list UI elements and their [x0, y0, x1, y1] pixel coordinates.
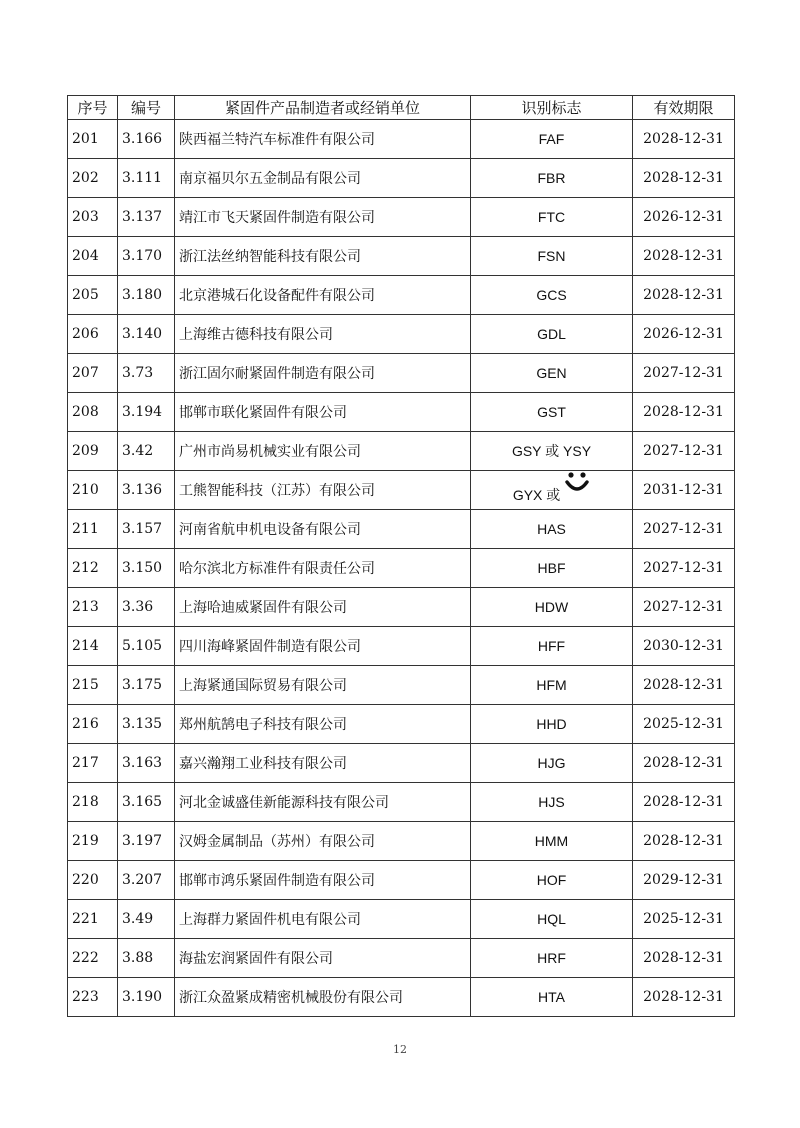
header-mark: 识别标志 — [471, 96, 633, 120]
row-mark-text: HJS — [538, 794, 565, 810]
row-code — [118, 666, 175, 705]
table-row — [68, 276, 735, 315]
row-validity — [633, 744, 735, 783]
table-row — [68, 861, 735, 900]
row-code — [118, 783, 175, 822]
row-mark-text: HTA — [538, 989, 565, 1005]
row-validity — [633, 549, 735, 588]
row-mark — [471, 861, 633, 900]
row-code-text: 3.170 — [122, 248, 163, 264]
header-row — [68, 96, 735, 120]
row-mark-text: GSY 或 YSY — [511, 443, 592, 459]
row-mark-text: HAS — [537, 521, 566, 537]
row-mark-text: GCS — [536, 287, 567, 303]
row-company-text: 邯郸市联化紧固件有限公司 — [179, 405, 347, 421]
row-code-text: 3.197 — [122, 833, 163, 849]
row-company-text: 上海维古德科技有限公司 — [179, 327, 333, 343]
fastener-table — [67, 95, 735, 1017]
row-validity — [633, 471, 735, 510]
table-row — [68, 588, 735, 627]
row-company — [175, 978, 471, 1017]
row-code-text: 3.157 — [122, 521, 163, 537]
row-validity — [633, 432, 735, 471]
smiley-logo-icon — [564, 471, 590, 497]
row-validity — [633, 120, 735, 159]
row-mark-text: FBR — [537, 170, 566, 186]
row-seq-text: 203 — [72, 209, 99, 225]
row-seq — [68, 549, 118, 588]
row-company — [175, 588, 471, 627]
row-validity-text: 2028-12-31 — [643, 833, 724, 849]
row-seq-text: 213 — [72, 599, 99, 615]
table-row — [68, 666, 735, 705]
table-row — [68, 120, 735, 159]
row-mark — [471, 939, 633, 978]
row-seq-text: 201 — [72, 131, 99, 147]
row-mark-text: HHD — [536, 716, 567, 732]
table-row — [68, 705, 735, 744]
row-code — [118, 393, 175, 432]
row-seq-text: 221 — [72, 911, 99, 927]
row-company-text: 汉姆金属制品（苏州）有限公司 — [179, 834, 375, 850]
row-company-text: 广州市尚易机械实业有限公司 — [179, 444, 361, 460]
row-mark-text: GEN — [536, 365, 567, 381]
row-company — [175, 783, 471, 822]
table-row — [68, 354, 735, 393]
row-company-text: 郑州航鹄电子科技有限公司 — [179, 717, 347, 733]
row-seq-text: 219 — [72, 833, 99, 849]
row-company-text: 河北金诚盛佳新能源科技有限公司 — [179, 795, 389, 811]
row-company-text: 上海群力紧固件机电有限公司 — [179, 912, 361, 928]
row-company-text: 工熊智能科技（江苏）有限公司 — [179, 483, 375, 499]
row-company — [175, 432, 471, 471]
row-mark — [471, 978, 633, 1017]
row-company — [175, 120, 471, 159]
row-validity — [633, 939, 735, 978]
row-seq — [68, 159, 118, 198]
row-mark — [471, 315, 633, 354]
row-mark — [471, 432, 633, 471]
row-seq-text: 215 — [72, 677, 99, 693]
row-seq-text: 223 — [72, 989, 99, 1005]
row-validity — [633, 354, 735, 393]
row-mark — [471, 198, 633, 237]
row-company — [175, 393, 471, 432]
row-code-text: 3.42 — [122, 443, 154, 459]
row-seq-text: 210 — [72, 482, 99, 498]
row-validity — [633, 588, 735, 627]
row-mark — [471, 744, 633, 783]
row-seq-text: 222 — [72, 950, 99, 966]
row-validity — [633, 783, 735, 822]
row-code — [118, 861, 175, 900]
table-row — [68, 900, 735, 939]
row-code-text: 3.140 — [122, 326, 163, 342]
row-validity — [633, 276, 735, 315]
row-code — [118, 627, 175, 666]
table-row — [68, 471, 735, 510]
row-validity — [633, 510, 735, 549]
row-code-text: 5.105 — [122, 638, 163, 654]
row-seq — [68, 393, 118, 432]
row-code — [118, 276, 175, 315]
row-code-text: 3.150 — [122, 560, 163, 576]
row-company-text: 浙江法丝纳智能科技有限公司 — [179, 249, 361, 265]
row-company — [175, 315, 471, 354]
row-validity-text: 2028-12-31 — [643, 131, 724, 147]
row-validity-text: 2027-12-31 — [643, 560, 724, 576]
row-validity — [633, 666, 735, 705]
row-seq-text: 209 — [72, 443, 99, 459]
header-code: 编号 — [118, 96, 175, 120]
row-seq — [68, 822, 118, 861]
table-body — [68, 120, 735, 1017]
row-company — [175, 159, 471, 198]
row-company — [175, 354, 471, 393]
row-mark — [471, 393, 633, 432]
row-seq — [68, 120, 118, 159]
row-validity-text: 2028-12-31 — [643, 950, 724, 966]
row-seq-text: 204 — [72, 248, 99, 264]
row-validity-text: 2026-12-31 — [643, 209, 724, 225]
row-code — [118, 159, 175, 198]
row-mark-text: FAF — [538, 131, 565, 147]
row-code-text: 3.137 — [122, 209, 163, 225]
row-code — [118, 315, 175, 354]
row-validity-text: 2031-12-31 — [643, 482, 724, 498]
row-validity-text: 2030-12-31 — [643, 638, 724, 654]
table-row — [68, 627, 735, 666]
table-row — [68, 744, 735, 783]
row-seq-text: 218 — [72, 794, 99, 810]
row-seq-text: 207 — [72, 365, 99, 381]
header-company: 紧固件产品制造者或经销单位 — [175, 96, 471, 120]
row-seq-text: 217 — [72, 755, 99, 771]
row-mark-text: GDL — [537, 326, 566, 342]
row-seq-text: 212 — [72, 560, 99, 576]
row-validity-text: 2028-12-31 — [643, 170, 724, 186]
row-company-text: 四川海峰紧固件制造有限公司 — [179, 639, 361, 655]
row-mark-text: HMM — [534, 833, 569, 849]
row-mark — [471, 510, 633, 549]
row-seq — [68, 510, 118, 549]
row-validity-text: 2029-12-31 — [643, 872, 724, 888]
row-code-text: 3.180 — [122, 287, 163, 303]
row-mark — [471, 276, 633, 315]
row-company — [175, 627, 471, 666]
row-mark-text: FSN — [537, 248, 566, 264]
row-validity — [633, 393, 735, 432]
row-validity-text: 2026-12-31 — [643, 326, 724, 342]
row-mark — [471, 354, 633, 393]
row-mark-text: FTC — [537, 209, 566, 225]
row-company-text: 哈尔滨北方标准件有限责任公司 — [179, 561, 375, 577]
table-row — [68, 783, 735, 822]
row-company — [175, 744, 471, 783]
row-mark-text: GYX 或 — [512, 486, 561, 503]
row-company — [175, 666, 471, 705]
table-row — [68, 510, 735, 549]
row-company — [175, 861, 471, 900]
row-mark — [471, 900, 633, 939]
row-mark-text: HQL — [537, 911, 566, 927]
row-validity-text: 2028-12-31 — [643, 287, 724, 303]
row-code-text: 3.207 — [122, 872, 163, 888]
row-seq — [68, 783, 118, 822]
row-code-text: 3.166 — [122, 131, 163, 147]
row-validity — [633, 198, 735, 237]
row-seq-text: 205 — [72, 287, 99, 303]
row-seq — [68, 276, 118, 315]
row-code — [118, 198, 175, 237]
row-validity — [633, 627, 735, 666]
row-code — [118, 549, 175, 588]
row-seq — [68, 627, 118, 666]
row-code — [118, 510, 175, 549]
row-code-text: 3.190 — [122, 989, 163, 1005]
row-validity — [633, 900, 735, 939]
row-mark-text: HFF — [537, 638, 566, 654]
row-validity — [633, 822, 735, 861]
row-mark — [471, 783, 633, 822]
row-code — [118, 900, 175, 939]
row-mark — [471, 588, 633, 627]
row-company — [175, 939, 471, 978]
row-company-text: 浙江固尔耐紧固件制造有限公司 — [179, 366, 375, 382]
row-seq — [68, 705, 118, 744]
row-mark — [471, 627, 633, 666]
header-seq: 序号 — [68, 96, 118, 120]
row-company-text: 海盐宏润紧固件有限公司 — [179, 951, 333, 967]
row-validity — [633, 237, 735, 276]
row-code — [118, 432, 175, 471]
row-validity-text: 2025-12-31 — [643, 716, 724, 732]
row-mark — [471, 822, 633, 861]
row-mark — [471, 471, 633, 510]
row-code — [118, 588, 175, 627]
row-seq — [68, 354, 118, 393]
row-company — [175, 822, 471, 861]
row-company — [175, 276, 471, 315]
row-mark-text: HOF — [536, 872, 567, 888]
page-number: 12 — [393, 1043, 407, 1056]
row-validity-text: 2028-12-31 — [643, 677, 724, 693]
row-company-text: 河南省航申机电设备有限公司 — [179, 522, 361, 538]
row-code — [118, 237, 175, 276]
row-validity-text: 2028-12-31 — [643, 794, 724, 810]
row-validity-text: 2025-12-31 — [643, 911, 724, 927]
row-code — [118, 822, 175, 861]
row-company-text: 上海紧通国际贸易有限公司 — [179, 678, 347, 694]
row-company — [175, 198, 471, 237]
row-code-text: 3.175 — [122, 677, 163, 693]
row-code-text: 3.135 — [122, 716, 163, 732]
row-company-text: 浙江众盈紧成精密机械股份有限公司 — [179, 990, 403, 1006]
row-code-text: 3.165 — [122, 794, 163, 810]
row-validity-text: 2027-12-31 — [643, 365, 724, 381]
row-seq-text: 220 — [72, 872, 99, 888]
row-seq-text: 206 — [72, 326, 99, 342]
row-mark — [471, 549, 633, 588]
row-company — [175, 510, 471, 549]
row-company — [175, 237, 471, 276]
row-code-text: 3.194 — [122, 404, 163, 420]
row-company — [175, 549, 471, 588]
row-code — [118, 705, 175, 744]
row-company-text: 嘉兴瀚翔工业科技有限公司 — [179, 756, 347, 772]
row-code — [118, 978, 175, 1017]
header-validity: 有效期限 — [633, 96, 735, 120]
row-seq-text: 214 — [72, 638, 99, 654]
row-company-text: 靖江市飞天紧固件制造有限公司 — [179, 210, 375, 226]
row-code-text: 3.36 — [122, 599, 154, 615]
table-row — [68, 315, 735, 354]
row-mark-text: HJG — [537, 755, 566, 771]
row-company-text: 陕西福兰特汽车标准件有限公司 — [179, 132, 375, 148]
row-code-text: 3.136 — [122, 482, 163, 498]
row-code — [118, 354, 175, 393]
row-mark — [471, 237, 633, 276]
row-validity-text: 2027-12-31 — [643, 521, 724, 537]
row-code — [118, 120, 175, 159]
row-validity — [633, 315, 735, 354]
row-seq — [68, 588, 118, 627]
table-row — [68, 198, 735, 237]
row-seq — [68, 198, 118, 237]
row-seq-text: 211 — [72, 521, 99, 537]
row-seq — [68, 744, 118, 783]
row-seq — [68, 861, 118, 900]
row-mark — [471, 120, 633, 159]
row-seq — [68, 666, 118, 705]
row-validity — [633, 159, 735, 198]
row-company-text: 北京港城石化设备配件有限公司 — [179, 288, 375, 304]
row-mark — [471, 159, 633, 198]
row-seq-text: 216 — [72, 716, 99, 732]
row-validity — [633, 861, 735, 900]
table-row — [68, 822, 735, 861]
row-company — [175, 705, 471, 744]
row-seq-text: 208 — [72, 404, 99, 420]
row-seq — [68, 900, 118, 939]
row-validity — [633, 978, 735, 1017]
row-code-text: 3.49 — [122, 911, 154, 927]
table-row — [68, 393, 735, 432]
row-company-text: 南京福贝尔五金制品有限公司 — [179, 171, 361, 187]
row-seq — [68, 978, 118, 1017]
row-mark-text: HDW — [534, 599, 569, 615]
row-seq — [68, 237, 118, 276]
row-code — [118, 939, 175, 978]
row-validity — [633, 705, 735, 744]
row-company — [175, 900, 471, 939]
row-code-text: 3.163 — [122, 755, 163, 771]
table-row — [68, 939, 735, 978]
row-seq — [68, 939, 118, 978]
row-code — [118, 744, 175, 783]
table-row — [68, 432, 735, 471]
row-code-text: 3.73 — [122, 365, 154, 381]
row-seq — [68, 315, 118, 354]
row-validity-text: 2027-12-31 — [643, 599, 724, 615]
row-seq — [68, 471, 118, 510]
row-code-text: 3.88 — [122, 950, 154, 966]
row-validity-text: 2028-12-31 — [643, 404, 724, 420]
table-row — [68, 549, 735, 588]
row-company-text: 邯郸市鸿乐紧固件制造有限公司 — [179, 873, 375, 889]
table-row — [68, 159, 735, 198]
row-mark-text: HBF — [537, 560, 566, 576]
row-company — [175, 471, 471, 510]
row-validity-text: 2028-12-31 — [643, 755, 724, 771]
row-validity-text: 2027-12-31 — [643, 443, 724, 459]
row-company-text: 上海哈迪威紧固件有限公司 — [179, 600, 347, 616]
row-validity-text: 2028-12-31 — [643, 989, 724, 1005]
row-mark-text: HFM — [536, 677, 567, 693]
row-code-text: 3.111 — [122, 170, 163, 186]
row-mark-text: HRF — [537, 950, 566, 966]
row-seq — [68, 432, 118, 471]
row-mark — [471, 666, 633, 705]
row-code — [118, 471, 175, 510]
table-row — [68, 978, 735, 1017]
table-row — [68, 237, 735, 276]
row-seq-text: 202 — [72, 170, 99, 186]
row-mark — [471, 705, 633, 744]
row-validity-text: 2028-12-31 — [643, 248, 724, 264]
row-mark-text: GST — [537, 404, 566, 420]
